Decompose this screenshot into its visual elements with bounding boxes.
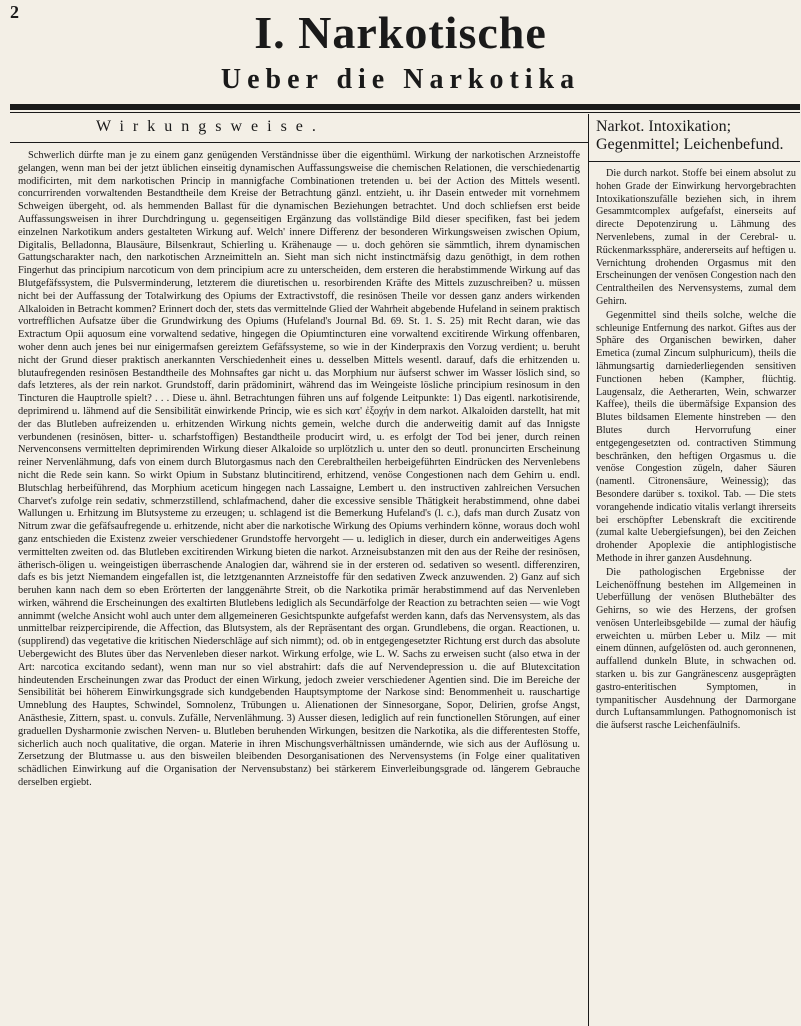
- side-paragraph-intoxication: Die durch narkot. Stoffe bei einem absolut zu hohen Grade der Einwirkung hervorgebrachten Intoxikationszufälle beziehen sich, in ihrem Gesammtcomplex aufgefafst, einerseits auf directe Depotenzirung u. Lähmung des Nervenlebens, zumal in der Cerebral- u. Rückenmarkssphäre, andererseits auf heftigen u. Vernichtung drohenden Orgasmus mit den Erscheinungen der venösen Congestion nach den Centraltheilen des Nervensystems, zumal dem Gehirn.: [596, 168, 796, 307]
- section-label: Wirkungsweise.: [96, 118, 325, 135]
- side-paragraph-autopsy: Die pathologischen Ergebnisse der Leichenöffnung bestehen im Allgemeinen in Ueberfüllung der venösen Bluthebälter des Gehirns, so wie des Herzens, der grofsen venösen Unterleibsgebilde — zumal der häufig erweichten u. mürben Leber u. Milz — mit einem dünnen, aufgelösten od. auch geronnenen, auffallend dunkeln Blute, in schwachen od. starken u. bis zur Gangränescenz ausgeprägten gastro-enteritischen Symptomen, in tympanitischer Ausdehnung der Darmorgane durch Luftansammlungen. Pathognomonisch ist die äufserst rasche Leichenfäulnifs.: [596, 566, 796, 732]
- page-subtitle: Ueber die Narkotika: [220, 64, 581, 95]
- side-column-header: Narkot. Intoxikation; Gegenmittel; Leichenbefund.: [596, 118, 784, 153]
- column-divider: [588, 114, 589, 1026]
- main-paragraph: Schwerlich dürfte man je zu einem ganz genügenden Verständnisse über die eigenthüml. Wirkung der narkotischen Arzneistoffe gelangen, wenn man bei der jetzt üblichen einseitig dynamischen Auffassungsweise die chemischen Relationen, die verschiedenartig modificirten, mit dem narkotischen Princip in mannigfache Combinationen tretenden u. bei der Action des Mittels wesentl. concurrirenden vorwaltenden Bestandtheile dem Kreise der Betrachtung gänzl. entzieht, u. ihr Dasein entweder mit vornehmem Schweigen übergeht, od. als hemmenden Ballast für die dynamischen Beziehungen betrachtet. Und doch schliefsen erst beide Auffassungsweisen in ihrer Durchdringung u. gegenseitigen Ergänzung das vollständige Bild dieser specifiken, fast bei jedem einzelnen Narkotikum anders gestalteten Wirkung auf. Welch' innere Differenz der besonderen Wirkungsweisen zwischen Opium, Digitalis, Belladonna, Blausäure, Bilsenkraut, Schierling u. Krähenauge — u. doch gehören sie sämmtlich, ihrem dynamischen Gattungscharakter nach, den narkotischen Arzneimitteln an. Sieht man sich nicht instinctmäfsig dazu genöthigt, in dem rothen Fingerhut das principium narcoticum von dem principium acre zu unterscheiden, dem ersteren die herabstimmende Wirkung auf das Blutgefäfssystem, die Pulsverminderung, letzterem die diuretischen u. resorbirenden Kräfte des Mittels zuzuschreiben? u. müssen nicht bei der Auffassung der Totalwirkung des Opiums der Extractivstoff, die resinösen Theile vor dessen ganz anders wirkenden Alkaloiden in Betracht kommen? Erinnert doch der, stets das vermittelnde Glied der Wahrheit abgebende Hufeland in seinem praktisch vortrefflichen Aufsatze über die Grundwirkung des Opiums (Hufeland's Journal Bd. 69. St. 1. S. 25) mit Recht daran, wie das Extractum Opii aquosum eine vorwaltend sedative, hingegen die Opiumtincturen eine vorwaltend excitirende Wirkung offenbaren, woher denn auch jenes bei nur einigermafsen gereiztem Gefäfssysteme, so wie in der Kinderpraxis den Vorzug verdient; u. beruht nicht der Grund dieser praktisch anerkannten Verschiedenheit eines u. desselben Mittels wesentl. darauf, dafs die erhitzenden u. blutaufregenden resinösen Bestandtheile des Mohnsaftes gar nicht u. das Morphium nur äufserst schwer im Wasser löslich sind, so dafs letzteres, als der rein narkot. Grundstoff, darin prädominirt, während das im Weingeiste lösliche principium resinosum in den Tincturen die Hauptrolle spielt? . . . Diese u. ähnl. Betrachtungen führen uns auf folgende Leitpunkte: 1) Das eigentl. narkotisirende, deprimirend u. lähmend auf die Sensibilität einwirkende Princip, wie es sich κατ' ἐξοχήν in dem narkot. Alkaloiden darstellt, hat mit der das Blutleben aufreizenden u. erhitzenden Wirkung nichts gemein, welche durch die anderweitig damit auf das Innigste verbundenen (resinösen, bitter- u. scharfstoffigen) Bestandtheile producirt wird, u. es erfolgt der Tod bei jener, durch reinen Nervenconsens vermittelten deprimirenden Wirkung dieser Alkaloide so urplötzlich u. unter den so deutl. pronuncirten Erscheinung reiner Nervenlähmung, dafs von einem durch Blutorgasmus nach den Cerebraltheilen herbeigeführten Eindrücken des Nervenlebens nicht die Rede sein kann. So wirkt Opium in Substanz blutincitirend, erhitzend, venöse Congestionen nach dem Gehirn u. endl. Blutschlag herbeiführend, das Morphium aceticum hingegen nach Lassaigne, Lembert u. den instructiven zahlreichen Versuchen Charvet's zufolge rein sedativ, schmerzstillend, schlafmachend, daher die excessive sensible Thätigkeit herabstimmend, ohne dabei Wallungen u. Erhitzung im Blutsysteme zu erzeugen; u. schlagend ist die Bemerkung Hufeland's (l. c.), dafs man durch Zusatz von Nitrum zwar die gefäfsaufregende u. erhitzende, nicht aber die narkotische Wirkung des Opiums verhindern könne, woraus doch wohl ganz entschieden die Existenz zweier verschiedener Grundstoffe hervorgeht — u. lediglich in dieser, durch ein anderweitiges Agens vermittelten zweiten od. das Blutleben excitirenden Wirkung bieten die narkot. Arzneisubstanzen mit den aus der Reihe der resinösen, ätherisch-öligen u. weingeistigen überraschende Analogien dar, während sie in der ersteren od. sedativen so wesentl. differenziren, dafs es bis jetzt Niemandem eingefallen ist, die letztgenannten Arzneistoffe für den sedativen Zweck anzuwenden. 2) Ganz auf sich beruhen kann nach dem so eben Erörterten der langgenährte Streit, ob die Narkotika primär herabstimmend auf das Nervenleben wirken, während die Erscheinungen des exaltirten Blutlebens lediglich als Secundärfolge der Reaction zu betrachten seien — wie Vogt annimmt (welche Ansicht wohl auch unter dem allgemeineren Gesichtspunkte aufgefafst werden kann, dafs das Nervensystem, als das unmittelbar reizpercipirende, die Affection, das Blutsystem, als der Repräsentant des organ. Grundlebens, die organ. Reactionen, u. (supplirend) das vegetative die kritischen Niederschläge auf sich nimmt); od. ob in entgegengesetzter Richtung erst durch das absolute Uebergewicht des Blutes über das Nervenleben dieser narkot. Wirkung erfolge, wie L. W. Sachs zu erweisen sucht (also etwa in der Art: narcotica excitando sedant), wenn man nur so viel abstrahirt: dafs die auf Nervendepression u. die auf Blutexcitation hindeutenden Erscheinungen zwar das Product der einen Wirkung, jedoch zweier verschiedener Agentien sind. Die im Bereiche der Sensibilität bei höherem Einwirkungsgrade sich kundgebenden Hauptsymptome der Narkose sind: Benommenheit u. rauschartige Umneblung des Hauptes, Schwindel, Somnolenz, Trübungen u. Alienationen der Sinnesorgane, Sopor, Delirien, grofse Angst, Anästhesie, Zittern, spast. u. convuls. Zufälle, Nervenlähmung. 3) Ausser diesen, lediglich auf rein functionellen Störungen, auf einer graduellen Dysharmonie zwischen Nerven- u. Blutleben beruhenden Wirkungen, besitzen die Narkotika, als die differentesten Stoffe, sicherlich auch noch qualitative, die organ. Materie in ihren Mischungsverhältnissen umändernde, wie sich aus der Auflösung u. Zersetzung der Blutmasse u. aus den bisweilen bleibenden Desorganisationen des Nervensystems (in Folge einer qualitativen schädlichen Einwirkung auf die Organisation der Nervensubstanz) bei stärkerem Einverleibungsgrade od. längerem Gebrauche derselben ergiebt.: [18, 150, 580, 789]
- page-title: I. Narkotische: [254, 7, 547, 58]
- title-rule-thick: [10, 104, 800, 110]
- side-header-rule: [589, 161, 800, 162]
- page-number: 2: [10, 2, 19, 22]
- side-column-text: [596, 168, 796, 1020]
- main-column-text: [18, 150, 580, 1022]
- side-paragraph-antidotes: Gegenmittel sind theils solche, welche die schleunige Entfernung des narkot. Giftes aus der Sphäre des Organischen bewirken, daher Emetica (zumal Zincum sulphuricum), theils die lähmungsartig darniederliegenden sensitiven Functionen heben (Kampher, flüchtig. Laugensalz, die Aetherarten, Wein, schwarzer Kaffee), theils die übermäfsige Expansion des Blutes bildsamen Elemente hinstreben — den Blutes durch Hervorrufung einer entgegengesetzten od. contractiven Stimmung beschränken, den heftigen Orgasmus u. die venöse Congestion zügeln, daher Säuren (namentl. Citronensäure, Weinessig); das Besondere darüber s. toxikol. Tab. — Die stets vorangehende indicatio vitalis verlangt ihrerseits bei erschöpfter Lebenskraft die excitirende (zumal kalte Uebergiefsungen), bei den Zeichen drohender Apoplexie die antiphlogistische Methode in ihrer ganzen Ausdehnung.: [596, 309, 796, 564]
- title-rule-thin: [10, 112, 800, 113]
- main-header-rule: [10, 142, 588, 143]
